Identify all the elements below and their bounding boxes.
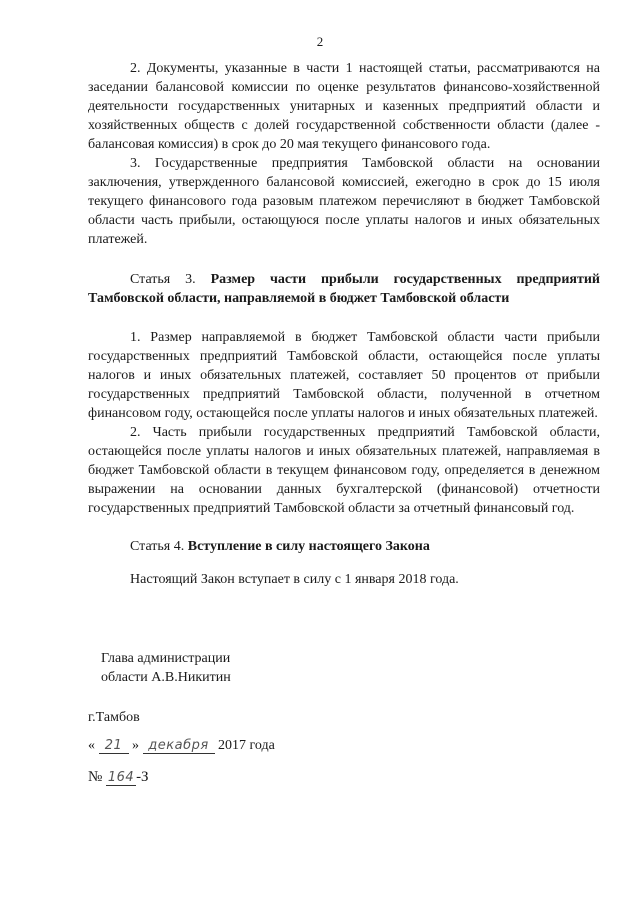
date-open-quote: « (88, 738, 95, 753)
law-number (88, 769, 149, 786)
date-year: 2017 года (218, 738, 275, 753)
article3-heading (88, 270, 600, 308)
law-body (88, 59, 600, 589)
city-name: г.Тамбов (88, 710, 140, 725)
article3-label: Статья 3. (130, 272, 196, 287)
number-value: 164 (107, 770, 135, 785)
article4-paragraph-1: Настоящий Закон вступает в силу с 1 января 2018 года. (130, 572, 459, 587)
article4-title: Вступление в силу настоящего Закона (187, 539, 430, 554)
article3-paragraph-1: 1. Размер направляемой в бюджет Тамбовской области части прибыли государственных предприятий Тамбовской области, остающейся после уплаты налогов и иных обязательных платежей, составляет 50 процентов от прибыли государственных предприятий Тамбовской области, полученной в отчетном финансовом году, остающейся после уплаты налогов и иных обязательных платежей. (88, 330, 600, 421)
date-day: 21 (99, 738, 129, 754)
signing-date (88, 738, 275, 754)
article3-title: Размер части прибыли государственных предприятий Тамбовской области, направляемой в бюджет Тамбовской области (88, 272, 600, 306)
number-sign: № (88, 769, 103, 785)
number-suffix: -З (136, 769, 149, 785)
article4-heading (88, 537, 600, 556)
signature-position: Глава администрации (101, 651, 231, 666)
signature-block (101, 649, 231, 687)
article4-label: Статья 4. (130, 539, 185, 554)
page-number: 2 (316, 34, 324, 49)
article2-paragraph-3: 3. Государственные предприятия Тамбовской области на основании заключения, утвержденного балансовой комиссией, ежегодно в срок до 15 июля текущего финансового года разовым платежом перечисляют в бюджет Тамбовской области часть прибыли, остающуюся после уплаты налогов и иных обязательных платежей. (88, 156, 600, 247)
date-close-quote: » (132, 738, 139, 753)
date-month: декабря (143, 738, 215, 754)
article3-paragraph-2: 2. Часть прибыли государственных предприятий Тамбовской области, остающейся после уплаты налогов и иных обязательных платежей, направляемая в бюджет Тамбовской области в текущем финансовом году, определяется в денежном выражении на основании данных бухгалтерской (финансовой) отчетности государственных предприятий Тамбовской области за отчетный финансовый год. (88, 425, 600, 516)
signature-name: области А.В.Никитин (101, 670, 231, 685)
article2-paragraph-2: 2. Документы, указанные в части 1 настоящей статьи, рассматриваются на заседании балансовой комиссии по оценке результатов финансово-хозяйственной деятельности государственных унитарных и казенных предприятий области и хозяйственных обществ с долей государственной собственности области (далее - балансовая комиссия) в срок до 20 мая текущего финансового года. (88, 61, 600, 152)
